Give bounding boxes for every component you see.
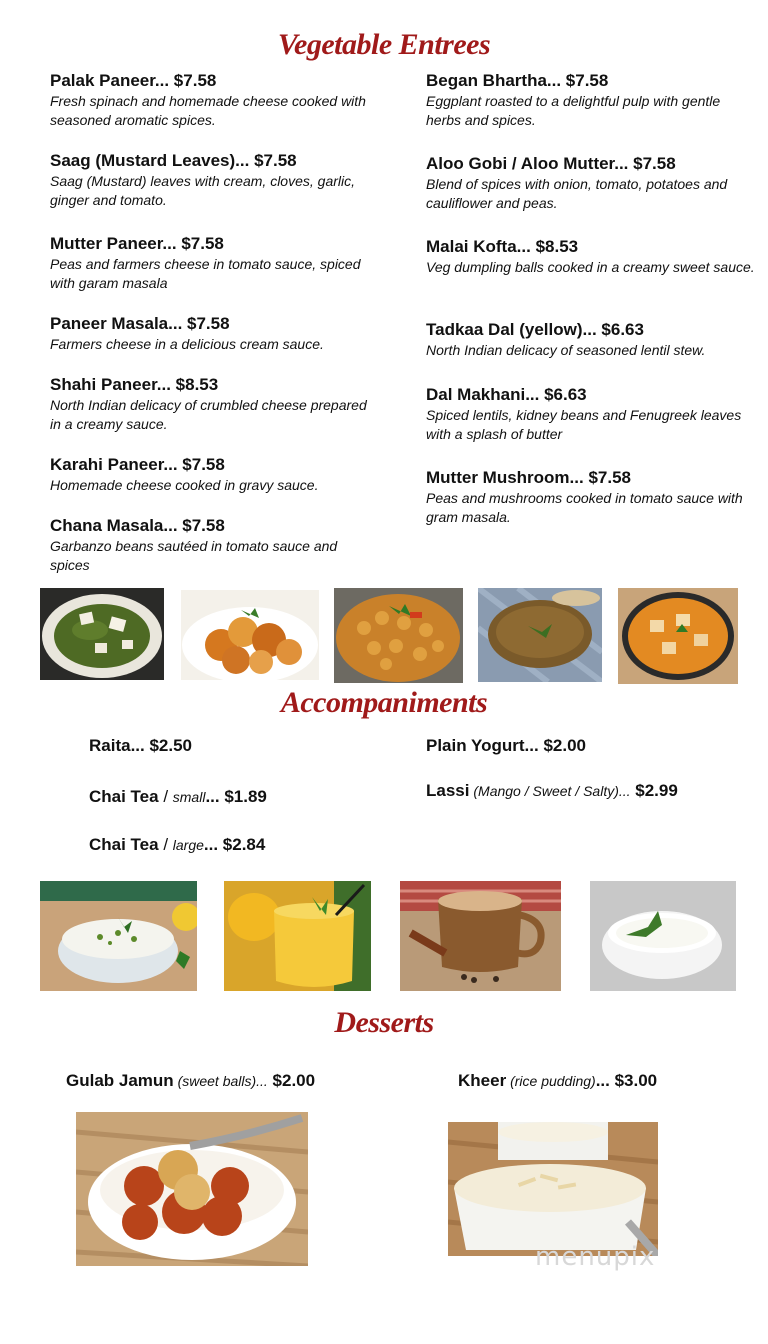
paneer-masala-photo (618, 588, 738, 684)
menu-item-saag (50, 151, 380, 210)
item-description: Blend of spices with onion, tomato, potatoes and cauliflower and peas. (426, 176, 728, 211)
item-note: (rice pudding) (506, 1073, 596, 1089)
item-name: Mutter Paneer... $7.58 (50, 234, 224, 253)
item-name: Paneer Masala... $7.58 (50, 314, 230, 333)
menu-item-plain-yogurt (426, 736, 586, 756)
item-description: Garbanzo beans sautéed in tomato sauce and spices (50, 538, 338, 573)
gulab-jamun-photo (76, 1112, 308, 1266)
item-name: Karahi Paneer... $7.58 (50, 455, 225, 474)
menu-item-tadkaa-dal (426, 320, 756, 360)
dal-photo (478, 588, 602, 682)
chana-masala-photo (334, 588, 463, 683)
item-description: Fresh spinach and homemade cheese cooked with seasoned aromatic spices. (50, 93, 366, 128)
item-name: Chana Masala... $7.58 (50, 516, 225, 535)
menu-item-kheer (458, 1071, 657, 1091)
item-description: Saag (Mustard) leaves with cream, cloves, garlic, ginger and tomato. (50, 173, 355, 208)
raita-photo (40, 881, 197, 991)
item-name: Shahi Paneer... $8.53 (50, 375, 219, 394)
item-price: ... $3.00 (595, 1071, 658, 1090)
menu-item-mutter-mushroom (426, 468, 756, 527)
menu-item-raita (89, 736, 192, 756)
chai-tea-photo (400, 881, 561, 991)
item-name: Mutter Mushroom... $7.58 (426, 468, 631, 487)
item-separator: / (158, 835, 173, 854)
item-name: Gulab Jamun (66, 1071, 174, 1090)
item-description: North Indian delicacy of seasoned lentil stew. (426, 342, 706, 358)
item-name: Began Bhartha... $7.58 (426, 71, 609, 90)
menu-item-chana-masala (50, 516, 380, 575)
item-size-note: large (172, 837, 204, 853)
item-name: Chai Tea (89, 787, 159, 806)
menu-item-aloo-gobi (426, 154, 756, 213)
item-description: Homemade cheese cooked in gravy sauce. (50, 477, 319, 493)
item-description: Peas and mushrooms cooked in tomato sauce with gram masala. (426, 490, 743, 525)
item-price: ... $1.89 (205, 787, 267, 806)
item-description: Spiced lentils, kidney beans and Fenugreek leaves with a splash of butter (426, 407, 742, 442)
accompaniments-title: Accompaniments (280, 686, 488, 719)
plain-yogurt-photo (590, 881, 736, 991)
item-description: North Indian delicacy of crumbled cheese prepared in a creamy sauce. (50, 397, 367, 432)
item-name: Chai Tea (89, 835, 159, 854)
item-name: Dal Makhani... $6.63 (426, 385, 587, 404)
menu-item-palak-paneer (50, 71, 380, 130)
item-description: Eggplant roasted to a delightful pulp with gentle herbs and spices. (426, 93, 721, 128)
menu-item-gulab-jamun (66, 1071, 315, 1091)
item-price: $2.00 (267, 1071, 316, 1090)
item-price: ... $2.84 (203, 835, 266, 854)
menu-item-karahi-paneer (50, 455, 380, 495)
item-description: Veg dumpling balls cooked in a creamy sweet sauce. (426, 259, 755, 275)
menu-item-mutter-paneer (50, 234, 380, 293)
menu-item-shahi-paneer (50, 375, 380, 434)
menu-item-dal-makhani (426, 385, 756, 444)
menu-item-began-bhartha (426, 71, 756, 130)
item-name: Lassi (426, 781, 470, 800)
item-name: Aloo Gobi / Aloo Mutter... $7.58 (426, 154, 676, 173)
item-name: Saag (Mustard Leaves)... $7.58 (50, 151, 297, 170)
vegetable-entrees-title: Vegetable Entrees (277, 28, 491, 61)
menu-item-lassi (426, 781, 678, 801)
menupix-watermark: menupix (535, 1242, 656, 1272)
item-note: (sweet balls)... (173, 1073, 268, 1089)
item-name: Plain Yogurt... $2.00 (426, 736, 586, 755)
item-name: Tadkaa Dal (yellow)... $6.63 (426, 320, 644, 339)
menu-item-malai-kofta (426, 237, 756, 277)
item-separator: / (158, 787, 173, 806)
item-name: Malai Kofta... $8.53 (426, 237, 579, 256)
desserts-title: Desserts (334, 1006, 434, 1039)
item-name: Palak Paneer... $7.58 (50, 71, 217, 90)
item-name: Kheer (458, 1071, 507, 1090)
menu-item-chai-tea-small (89, 787, 267, 807)
item-flavor-note: (Mango / Sweet / Salty)... (469, 783, 631, 799)
mango-lassi-photo (224, 881, 371, 991)
item-name: Raita... $2.50 (89, 736, 193, 755)
item-size-note: small (172, 789, 206, 805)
item-description: Peas and farmers cheese in tomato sauce, spiced with garam masala (50, 256, 361, 291)
item-description: Farmers cheese in a delicious cream sauce. (50, 336, 324, 352)
menu-item-chai-tea-large (89, 835, 265, 855)
palak-paneer-photo (40, 588, 164, 680)
item-price: $2.99 (630, 781, 678, 800)
menu-item-paneer-masala (50, 314, 380, 354)
aloo-gobi-photo (181, 590, 319, 680)
kheer-photo (448, 1122, 658, 1256)
